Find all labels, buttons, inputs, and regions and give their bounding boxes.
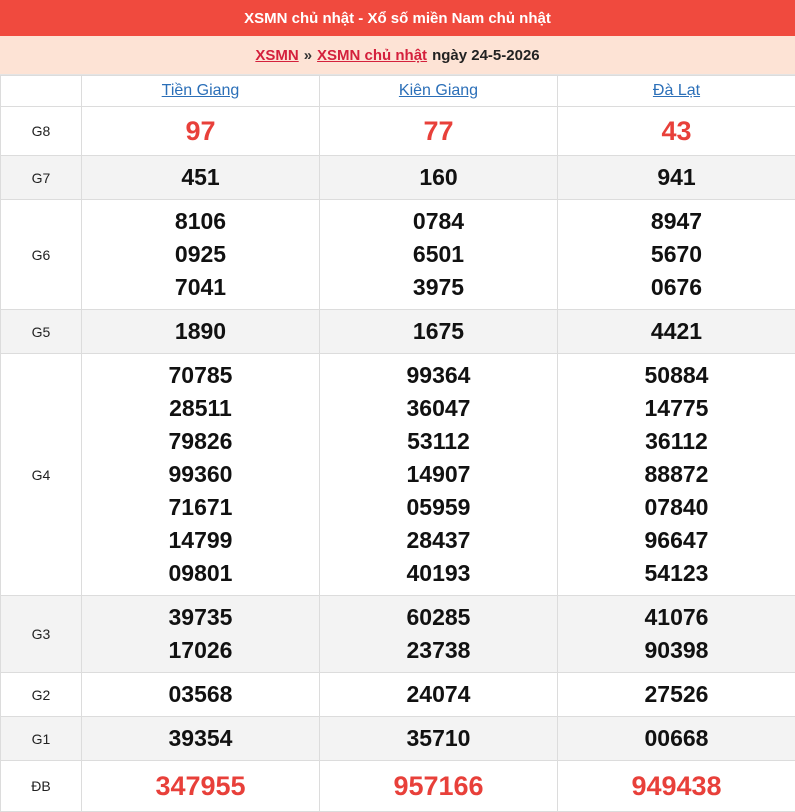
prize-cell (320, 673, 558, 717)
winning-number: 0676 (650, 274, 703, 300)
prize-cell (320, 596, 558, 673)
prize-cell (558, 310, 795, 354)
winning-number: 160 (419, 164, 458, 190)
prize-cell (558, 596, 795, 673)
prize-cell (82, 107, 320, 156)
winning-number: 1675 (412, 318, 465, 344)
prize-row (1, 596, 795, 673)
prize-label: ĐB (1, 761, 82, 812)
winning-number: 99364 (406, 362, 471, 388)
province-header-cell (320, 76, 558, 107)
prize-row (1, 761, 795, 812)
prize-label: G4 (1, 354, 82, 596)
prize-label: G1 (1, 717, 82, 761)
winning-number: 43 (661, 115, 692, 146)
prize-cell (82, 354, 320, 596)
prize-label: G6 (1, 200, 82, 310)
prize-cell (558, 761, 795, 812)
winning-number: 28437 (406, 527, 471, 553)
breadcrumb (0, 36, 795, 75)
results-table (0, 75, 795, 812)
prize-cell (558, 717, 795, 761)
prize-row (1, 156, 795, 200)
winning-number: 39735 (168, 604, 233, 630)
winning-number: 35710 (406, 725, 471, 751)
winning-number: 70785 (168, 362, 233, 388)
winning-number: 28511 (169, 395, 232, 421)
province-link-da-lat[interactable]: Đà Lạt (652, 82, 701, 99)
winning-number: 14775 (644, 395, 709, 421)
winning-number: 50884 (644, 362, 709, 388)
prize-row (1, 310, 795, 354)
winning-number: 09801 (168, 560, 233, 586)
winning-number: 36047 (406, 395, 471, 421)
breadcrumb-link-xsmn[interactable]: XSMN (255, 46, 299, 64)
winning-number: 97 (185, 115, 216, 146)
prize-cell (320, 156, 558, 200)
winning-number: 00668 (644, 725, 709, 751)
winning-number: 39354 (168, 725, 233, 751)
winning-number: 14799 (168, 527, 233, 553)
winning-number: 957166 (393, 770, 484, 801)
winning-number: 54123 (644, 560, 709, 586)
corner-cell (1, 76, 82, 107)
winning-number: 60285 (406, 604, 471, 630)
prize-cell (82, 761, 320, 812)
winning-number: 0784 (412, 208, 465, 234)
prize-row (1, 200, 795, 310)
province-link-kien-giang[interactable]: Kiên Giang (398, 82, 479, 99)
prize-row (1, 673, 795, 717)
prize-row (1, 354, 795, 596)
winning-number: 14907 (406, 461, 471, 487)
winning-number: 41076 (644, 604, 709, 630)
winning-number: 53112 (407, 428, 470, 454)
breadcrumb-separator: » (303, 46, 313, 64)
winning-number: 88872 (644, 461, 709, 487)
province-header-cell (82, 76, 320, 107)
winning-number: 23738 (406, 637, 471, 663)
prize-row (1, 107, 795, 156)
winning-number: 05959 (406, 494, 471, 520)
winning-number: 0925 (174, 241, 227, 267)
prize-label: G5 (1, 310, 82, 354)
prize-cell (320, 310, 558, 354)
winning-number: 77 (423, 115, 454, 146)
winning-number: 71671 (168, 494, 233, 520)
winning-number: 03568 (168, 681, 233, 707)
prize-cell (320, 761, 558, 812)
winning-number: 40193 (406, 560, 471, 586)
prize-cell (558, 107, 795, 156)
prize-cell (82, 596, 320, 673)
winning-number: 99360 (168, 461, 233, 487)
winning-number: 90398 (644, 637, 709, 663)
prize-cell (82, 717, 320, 761)
winning-number: 07840 (644, 494, 709, 520)
prize-label: G3 (1, 596, 82, 673)
province-header-row (1, 76, 795, 107)
breadcrumb-date: ngày 24-5-2026 (432, 46, 540, 64)
breadcrumb-link-xsmn-sunday[interactable]: XSMN chủ nhật (317, 46, 428, 64)
prize-label: G2 (1, 673, 82, 717)
winning-number: 949438 (631, 770, 722, 801)
prize-cell (558, 156, 795, 200)
prize-row (1, 717, 795, 761)
prize-label: G7 (1, 156, 82, 200)
prize-cell (320, 354, 558, 596)
page-title: XSMN chủ nhật - Xổ số miền Nam chủ nhật (0, 0, 795, 36)
winning-number: 6501 (412, 241, 465, 267)
winning-number: 36112 (645, 428, 708, 454)
winning-number: 5670 (650, 241, 703, 267)
province-header-cell (558, 76, 795, 107)
winning-number: 347955 (155, 770, 246, 801)
prize-cell (320, 717, 558, 761)
prize-cell (82, 156, 320, 200)
winning-number: 27526 (644, 681, 709, 707)
prize-cell (320, 107, 558, 156)
prize-cell (320, 200, 558, 310)
prize-cell (82, 200, 320, 310)
winning-number: 1890 (174, 318, 227, 344)
prize-cell (558, 354, 795, 596)
winning-number: 8106 (174, 208, 227, 234)
prize-cell (558, 200, 795, 310)
winning-number: 17026 (168, 637, 233, 663)
winning-number: 7041 (174, 274, 227, 300)
prize-cell (82, 673, 320, 717)
province-link-tien-giang[interactable]: Tiền Giang (161, 82, 240, 99)
winning-number: 941 (657, 164, 696, 190)
winning-number: 79826 (168, 428, 233, 454)
winning-number: 8947 (650, 208, 703, 234)
prize-label: G8 (1, 107, 82, 156)
winning-number: 96647 (644, 527, 709, 553)
prize-cell (82, 310, 320, 354)
winning-number: 24074 (406, 681, 471, 707)
winning-number: 451 (181, 164, 220, 190)
winning-number: 3975 (412, 274, 465, 300)
prize-cell (558, 673, 795, 717)
winning-number: 4421 (650, 318, 703, 344)
